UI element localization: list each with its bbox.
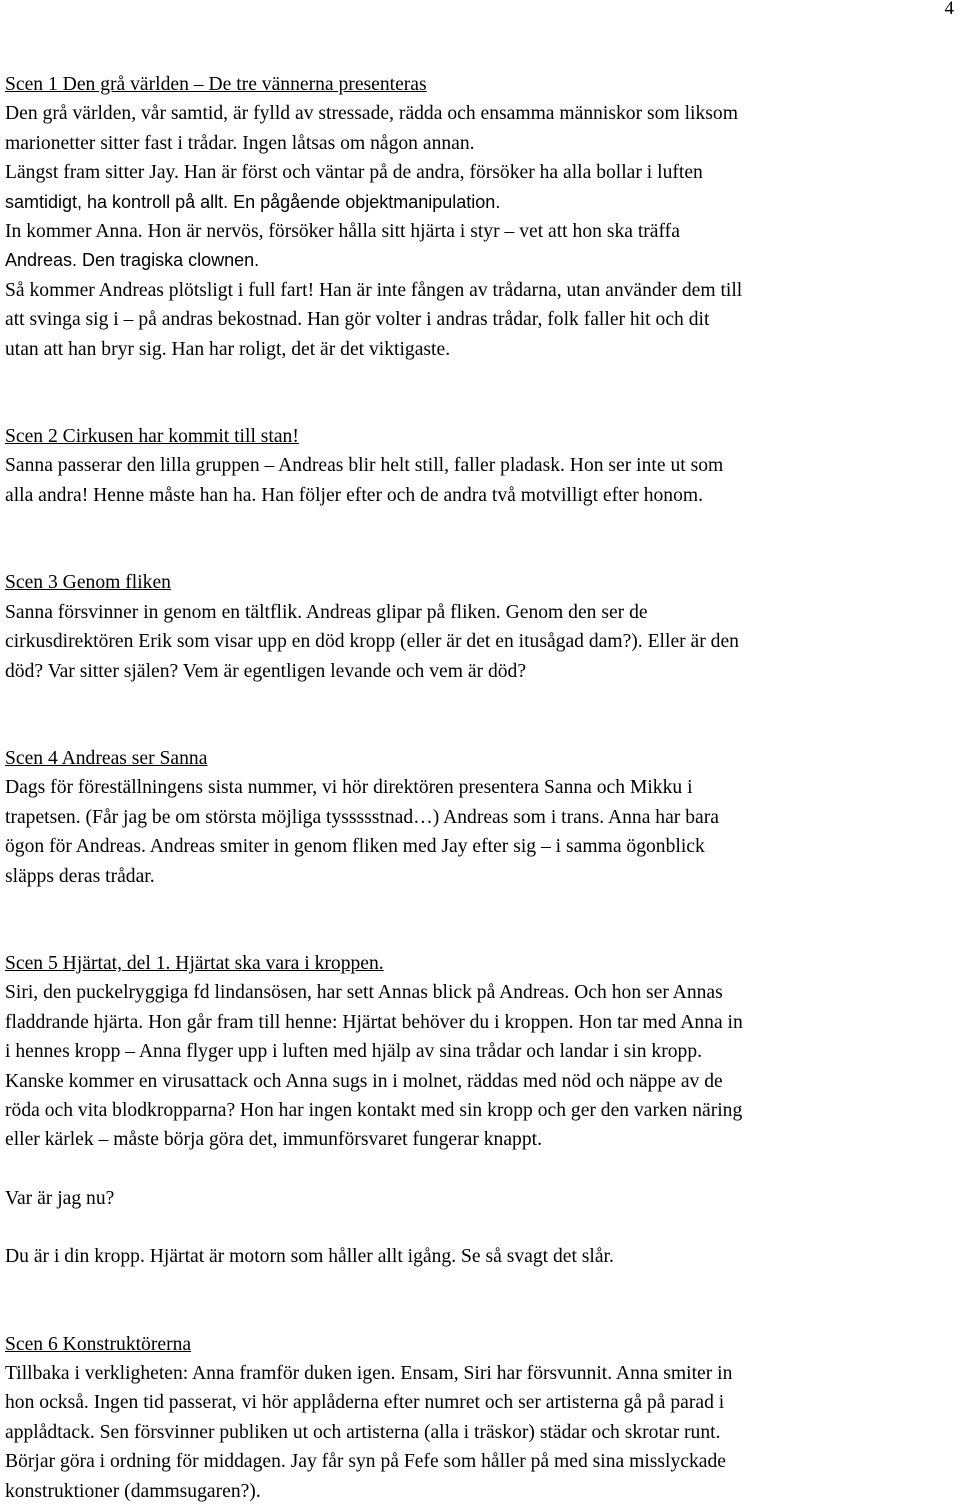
- scene-3: [5, 568, 960, 686]
- scene-1-line: Längst fram sitter Jay. Han är först och väntar på de andra, försöker ha alla bollar i luften: [5, 162, 703, 184]
- scene-5-answer: Du är i din kropp. Hjärtat är motorn som håller allt igång. Se så svagt det slår.: [5, 1246, 614, 1268]
- scene-5-question: Var är jag nu?: [5, 1187, 115, 1209]
- scene-1-line: att svinga sig i – på andras bekostnad. Han gör volter i andras trådar, folk faller hit och dit: [5, 309, 710, 331]
- scene-1: [5, 70, 960, 364]
- scene-5: [5, 949, 960, 1272]
- document-body: [5, 70, 960, 1506]
- scene-3-line: död? Var sitter själen? Vem är egentligen levande och vem är död?: [5, 660, 527, 682]
- scene-2-line: alla andra! Henne måste han ha. Han följer efter och de andra två motvilligt efter honom.: [5, 484, 704, 506]
- scene-4-line: Dags för föreställningens sista nummer, vi hör direktören presentera Sanna och Mikku i: [5, 777, 693, 799]
- scene-5-line: Siri, den puckelryggiga fd lindansösen, har sett Annas blick på Andreas. Och hon ser Annas: [5, 982, 723, 1004]
- scene-1-line: samtidigt, ha kontroll på allt. En pågående objektmanipulation.: [5, 191, 501, 212]
- scene-1-line: Den grå världen, vår samtid, är fylld av stressade, rädda och ensamma människor som liksom: [5, 103, 738, 125]
- scene-6-heading: Scen 6 Konstruktörerna: [5, 1333, 192, 1355]
- scene-5-line: eller kärlek – måste börja göra det, immunförsvaret fungerar knappt.: [5, 1129, 542, 1151]
- scene-5-line: fladdrande hjärta. Hon går fram till henne: Hjärtat behöver du i kroppen. Hon tar med Anna in: [5, 1011, 743, 1033]
- scene-3-line: Sanna försvinner in genom en tältflik. Andreas glipar på fliken. Genom den ser de: [5, 601, 648, 623]
- scene-2-heading: Scen 2 Cirkusen har kommit till stan!: [5, 426, 299, 448]
- scene-1-line: marionetter sitter fast i trådar. Ingen låtsas om någon annan.: [5, 132, 475, 154]
- scene-6-line: Börjar göra i ordning för middagen. Jay får syn på Fefe som håller på med sina misslyckade: [5, 1451, 726, 1473]
- scene-5-line: i hennes kropp – Anna flyger upp i luften med hjälp av sina trådar och landar i sin kropp.: [5, 1041, 703, 1063]
- scene-1-line: Andreas. Den tragiska clownen.: [5, 250, 260, 271]
- scene-3-heading: Scen 3 Genom fliken: [5, 572, 171, 594]
- page-number: 4: [944, 0, 954, 19]
- scene-3-line: cirkusdirektören Erik som visar upp en död kropp (eller är det en itusågad dam?). Eller är den: [5, 631, 739, 653]
- scene-1-line: In kommer Anna. Hon är nervös, försöker hålla sitt hjärta i styr – vet att hon ska träffa: [5, 221, 680, 243]
- scene-6-line: hon också. Ingen tid passerat, vi hör applåderna efter numret och ser artisterna gå på parad i: [5, 1392, 725, 1414]
- scene-2: [5, 422, 960, 510]
- scene-6-line: applådtack. Sen försvinner publiken ut och artisterna (alla i träskor) städar och skrotar runt.: [5, 1421, 721, 1443]
- scene-4-line: ögon för Andreas. Andreas smiter in genom fliken med Jay efter sig – i samma ögonblick: [5, 836, 705, 858]
- scene-4-line: släpps deras trådar.: [5, 865, 155, 887]
- scene-1-line: Så kommer Andreas plötsligt i full fart! Han är inte fången av trådarna, utan använder dem till: [5, 279, 743, 301]
- scene-4-heading: Scen 4 Andreas ser Sanna: [5, 747, 208, 769]
- scene-6-line: konstruktioner (dammsugaren?).: [5, 1480, 261, 1502]
- scene-6: [5, 1330, 960, 1506]
- scene-1-line: utan att han bryr sig. Han har roligt, det är det viktigaste.: [5, 338, 451, 360]
- scene-4: [5, 744, 960, 891]
- scene-2-line: Sanna passerar den lilla gruppen – Andreas blir helt still, faller pladask. Hon ser inte ut som: [5, 455, 724, 477]
- scene-1-heading: Scen 1 Den grå världen – De tre vännerna presenteras: [5, 74, 427, 95]
- scene-5-line: röda och vita blodkropparna? Hon har ingen kontakt med sin kropp och ger den varken näring: [5, 1099, 743, 1121]
- scene-5-line: Kanske kommer en virusattack och Anna sugs in i molnet, räddas med nöd och näppe av de: [5, 1070, 723, 1092]
- scene-5-heading: Scen 5 Hjärtat, del 1. Hjärtat ska vara i kroppen.: [5, 952, 384, 974]
- scene-6-line: Tillbaka i verkligheten: Anna framför duken igen. Ensam, Siri har försvunnit. Anna smiter in: [5, 1363, 733, 1384]
- scene-4-line: trapetsen. (Får jag be om största möjliga tyssssstnad…) Andreas som i trans. Anna har bara: [5, 806, 719, 828]
